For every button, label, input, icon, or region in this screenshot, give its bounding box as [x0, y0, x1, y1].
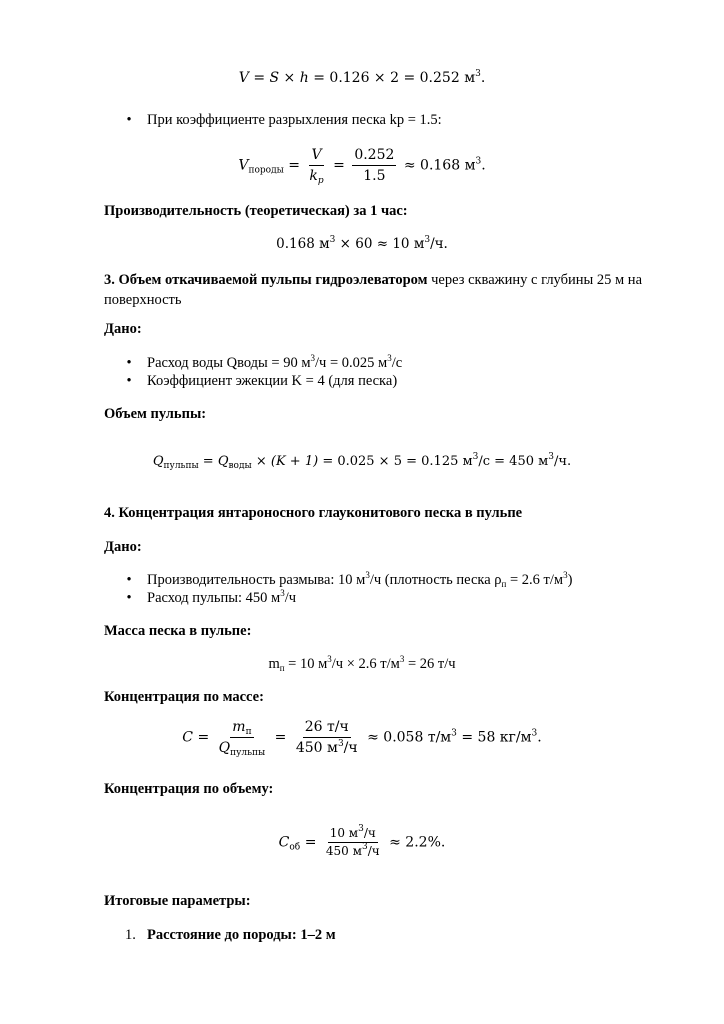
equation-sand-mass: $m_п = 10$ $м^3/ч \times 2.6$ $т/м^3 = 26$ т/ч [268, 654, 456, 673]
section-3-given-heading: Дано: [104, 321, 142, 337]
section-4-title: 4. Концентрация янтароносного глауконитового песка в пульпе [104, 505, 523, 521]
bullet-icon: • [126, 572, 132, 588]
section-3-title: 3. Объем откачиваемой пульпы гидроэлеватором через скважину с глубины 25 м на поверхность [104, 272, 643, 308]
fraction-volume-ratio: $\frac{10 м^3/ч}{450 м^3/ч}$ [325, 824, 380, 858]
equation-rock-volume: $V_{породы}$ = $\frac{V}{k_p}$ = $\frac{0.252}{1.5}$ ≈ 0.168 $м^3$. [238, 147, 486, 186]
equation-volume-concentration: $C_{об}$ = $\frac{10 м^3/ч}{450 м^3/ч}$ ≈ 2.2%. [278, 824, 446, 858]
heading-mass-concentration: Концентрация по массе: [104, 689, 264, 705]
list-item-ejection: Коэффициент эжекции K = 4 (для песка) [147, 373, 398, 389]
fraction-mass-over-flow: $\frac{26 т/ч}{450 м^3/ч}$ [295, 719, 358, 756]
list-item-water-flow: Расход воды Qводы = 90 $м^3/ч = 0.025$ $м^3/с$ [147, 353, 403, 371]
bullet-icon: • [126, 373, 132, 389]
heading-sand-mass: Масса песка в пульпе: [104, 623, 252, 639]
fraction-numeric: $\frac{0.252}{1.5}$ [354, 147, 395, 184]
list-item-erosion-rate: Производительность размыва: 10 $м^3/ч$ (плотность песка $\rho_п = 2.6$ $т/м^3$) [147, 570, 573, 589]
equation-pulp-flow: $Q_{пульпы} = Q_{воды} \times (K + 1) = 0.025 \times 5 = 0.125$ $м^3/с = 450$ $м^3/ч$. [152, 452, 572, 471]
list-item-pulp-flow: Расход пульпы: 450 $м^3/ч$ [147, 588, 297, 606]
bullet-icon: • [126, 112, 132, 128]
bullet-icon: • [126, 355, 132, 371]
list-number: 1. [125, 927, 136, 943]
fraction-m-over-q: $\frac{m_п}{Q_{пульпы}}$ [218, 719, 266, 758]
list-item-loosening: При коэффициенте разрыхления песка kp = 1.5: [147, 112, 442, 128]
bullet-icon: • [126, 590, 132, 606]
section-4-given-heading: Дано: [104, 539, 142, 555]
equation-volume: V = S × h = 0.126 × 2 = 0.252 $м^3$. [238, 69, 486, 86]
heading-pulp-volume: Объем пульпы: [104, 406, 207, 422]
heading-productivity: Производительность (теоретическая) за 1 час: [104, 203, 408, 219]
heading-volume-concentration: Концентрация по объему: [104, 781, 274, 797]
equation-mass-concentration: C = $\frac{m_п}{Q_{пульпы}}$ = $\frac{26 т/ч}{450 м^3/ч}$ ≈ 0.058 $т/м^3 = 58$ $кг/м^3$. [182, 719, 542, 758]
equation-productivity: 0.168 $м^3 \times 60 \approx 10$ $м^3/ч$. [276, 235, 448, 252]
list-item-distance: Расстояние до породы: 1–2 м [147, 927, 336, 943]
fraction-v-over-kp: $\frac{V}{k_p}$ [309, 147, 324, 186]
heading-summary: Итоговые параметры: [104, 893, 251, 909]
